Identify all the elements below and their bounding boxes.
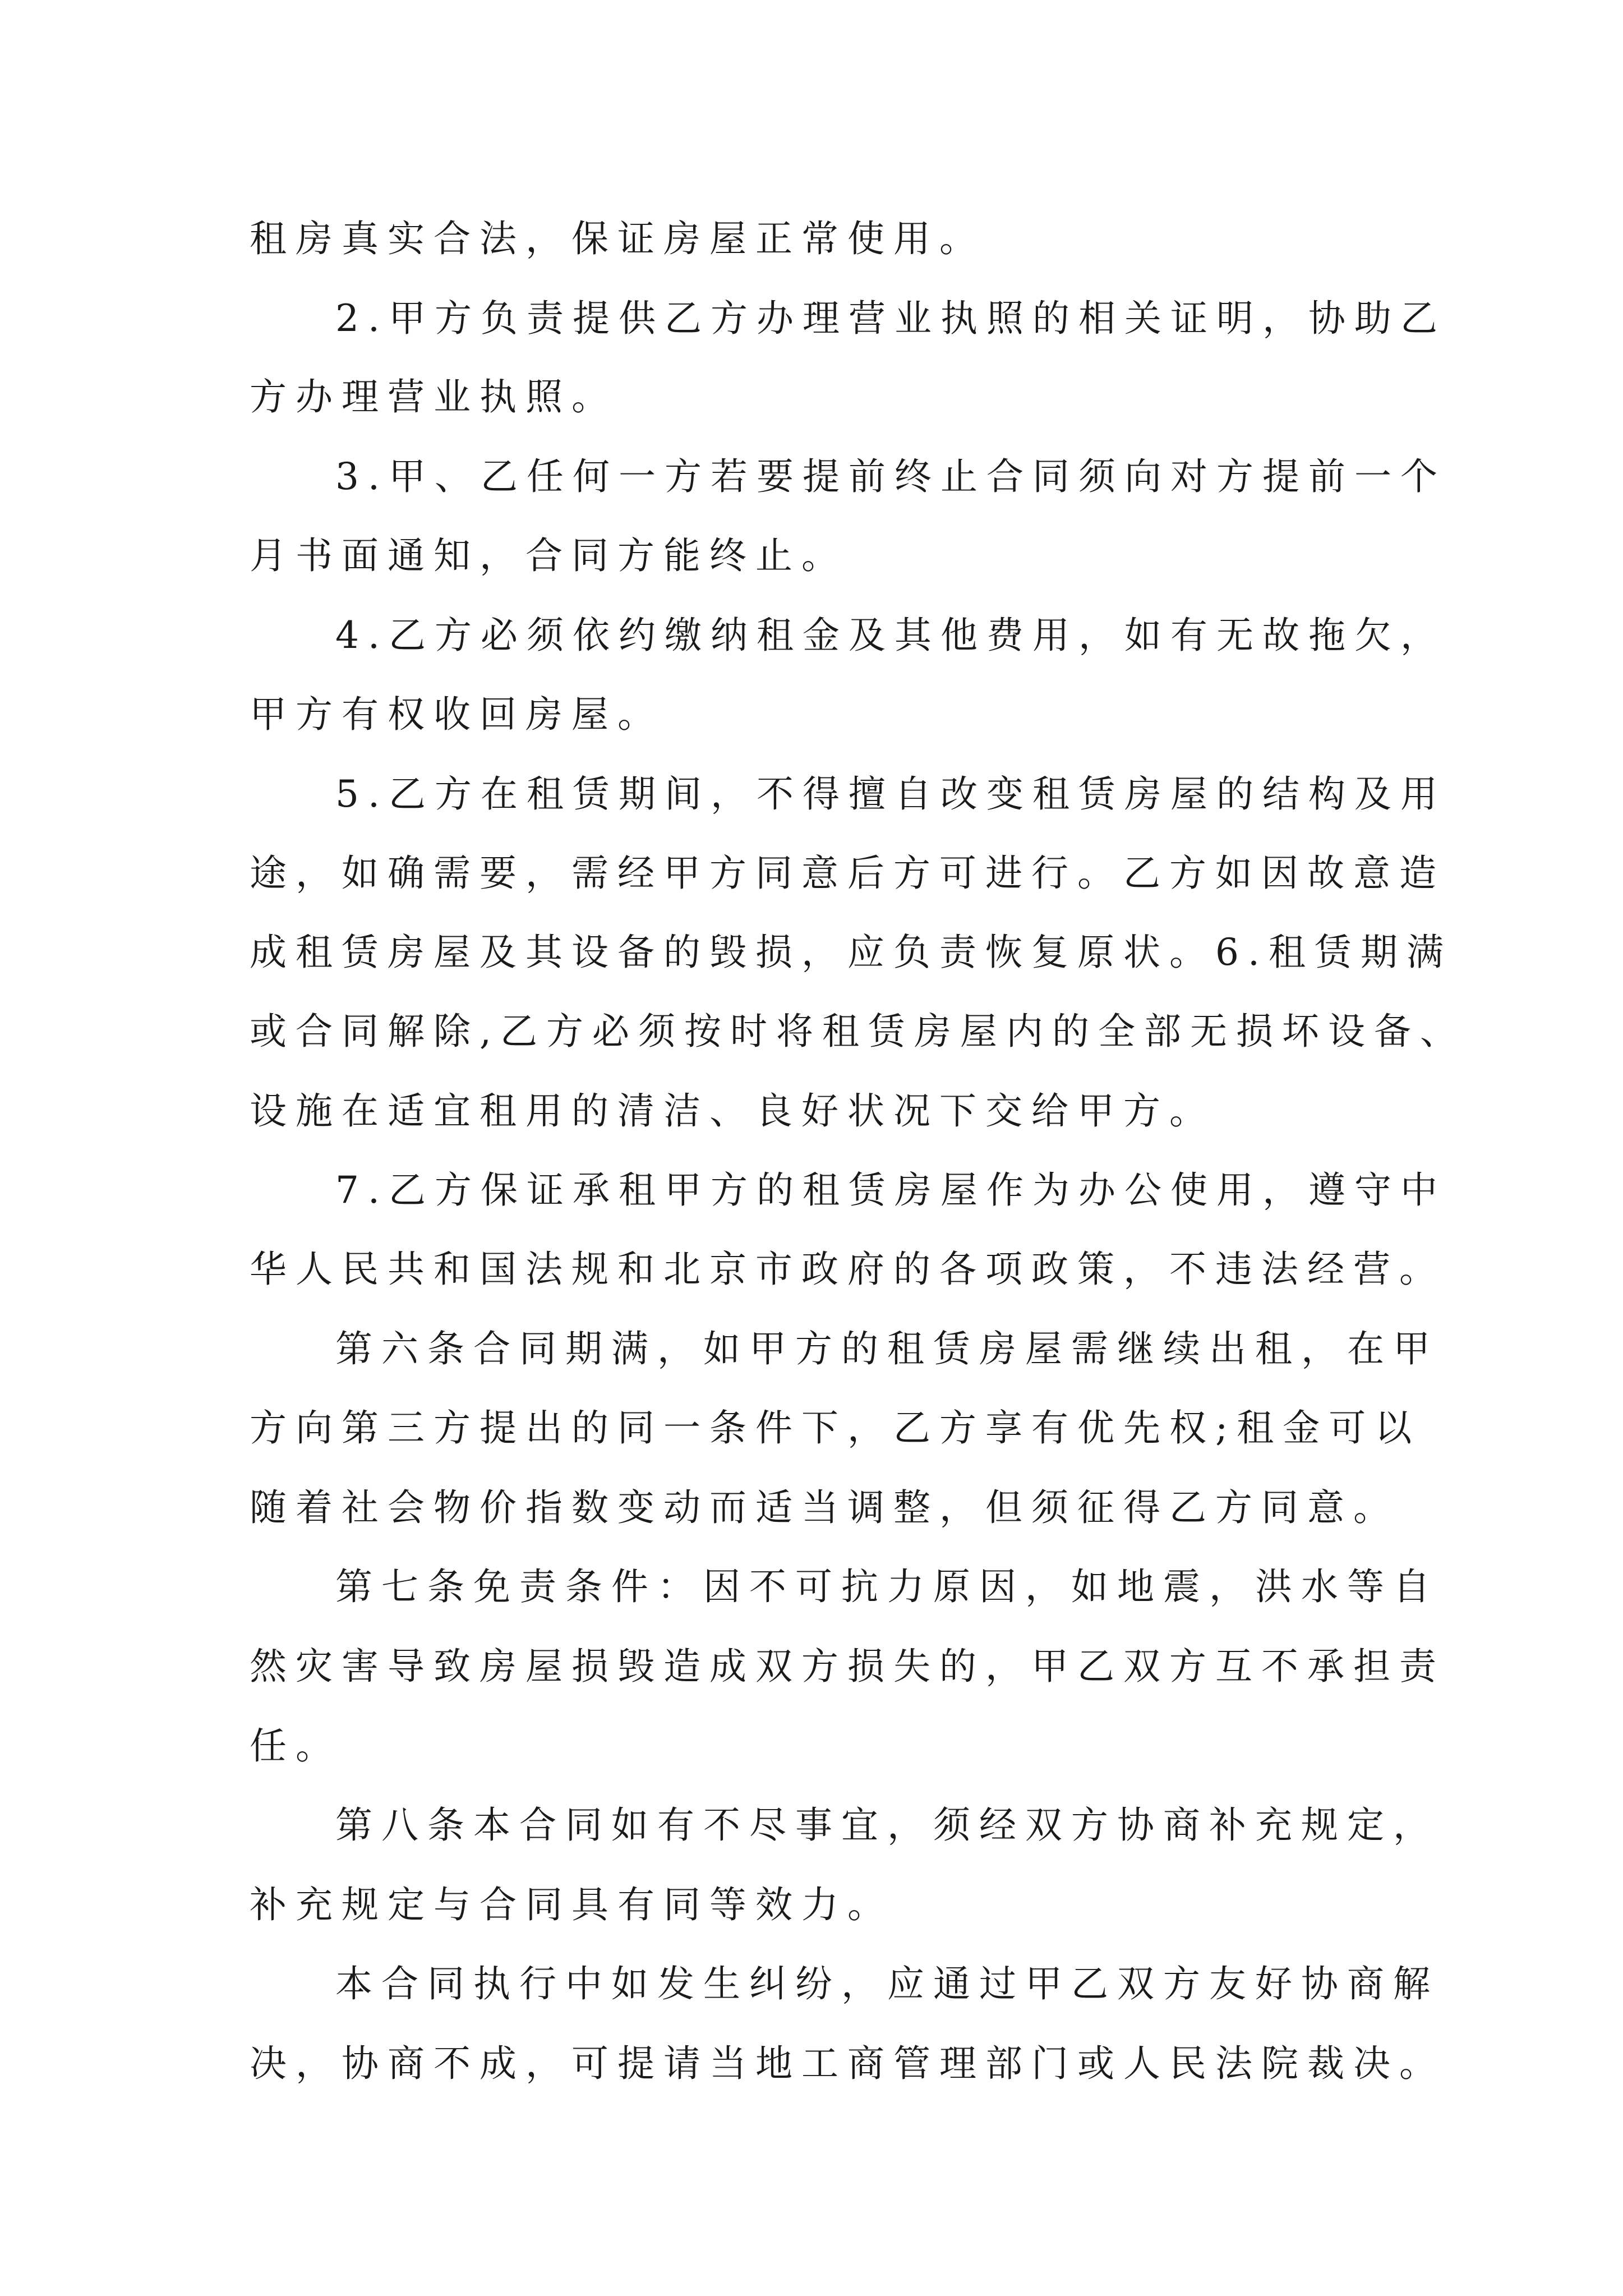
text-line: 或合同解除,乙方必须按时将租赁房屋内的全部无损坏设备、	[250, 1010, 1466, 1053]
text-line: 第六条合同期满，如甲方的租赁房屋需继续出租，在甲	[335, 1327, 1439, 1370]
text-line: 本合同执行中如发生纠纷，应通过甲乙双方友好协商解	[335, 1962, 1439, 2005]
text-line: 成租赁房屋及其设备的毁损，应负责恢复原状。6.租赁期满	[250, 931, 1453, 974]
text-line: 租房真实合法，保证房屋正常使用。	[250, 217, 985, 260]
text-line: 2.甲方负责提供乙方办理营业执照的相关证明，协助乙	[335, 297, 1446, 340]
text-line: 方向第三方提出的同一条件下，乙方享有优先权;租金可以	[250, 1406, 1421, 1450]
text-line: 4.乙方必须依约缴纳租金及其他费用，如有无故拖欠，	[335, 614, 1446, 657]
text-line: 华人民共和国法规和北京市政府的各项政策，不违法经营。	[250, 1248, 1445, 1291]
text-line: 任。	[250, 1724, 342, 1768]
text-line: 第七条免责条件：因不可抗力原因，如地震，洪水等自	[335, 1565, 1439, 1608]
text-line: 决，协商不成，可提请当地工商管理部门或人民法院裁决。	[250, 2042, 1445, 2085]
text-line: 5.乙方在租赁期间，不得擅自改变租赁房屋的结构及用	[335, 772, 1446, 816]
text-line: 补充规定与合同具有同等效力。	[250, 1883, 893, 1926]
text-line: 设施在适宜租用的清洁、良好状况下交给甲方。	[250, 1089, 1215, 1133]
text-line: 3.甲、乙任何一方若要提前终止合同须向对方提前一个	[335, 455, 1446, 498]
text-line: 第八条本合同如有不尽事宜，须经双方协商补充规定，	[335, 1803, 1439, 1847]
text-line: 甲方有权收回房屋。	[250, 693, 663, 736]
text-line: 随着社会物价指数变动而适当调整，但须征得乙方同意。	[250, 1486, 1399, 1529]
text-line: 方办理营业执照。	[250, 375, 617, 418]
text-line: 然灾害导致房屋损毁造成双方损失的，甲乙双方互不承担责	[250, 1645, 1445, 1688]
text-line: 7.乙方保证承租甲方的租赁房屋作为办公使用，遵守中	[335, 1168, 1446, 1212]
text-line: 月书面通知，合同方能终止。	[250, 534, 847, 577]
text-line: 途，如确需要，需经甲方同意后方可进行。乙方如因故意造	[250, 852, 1445, 895]
